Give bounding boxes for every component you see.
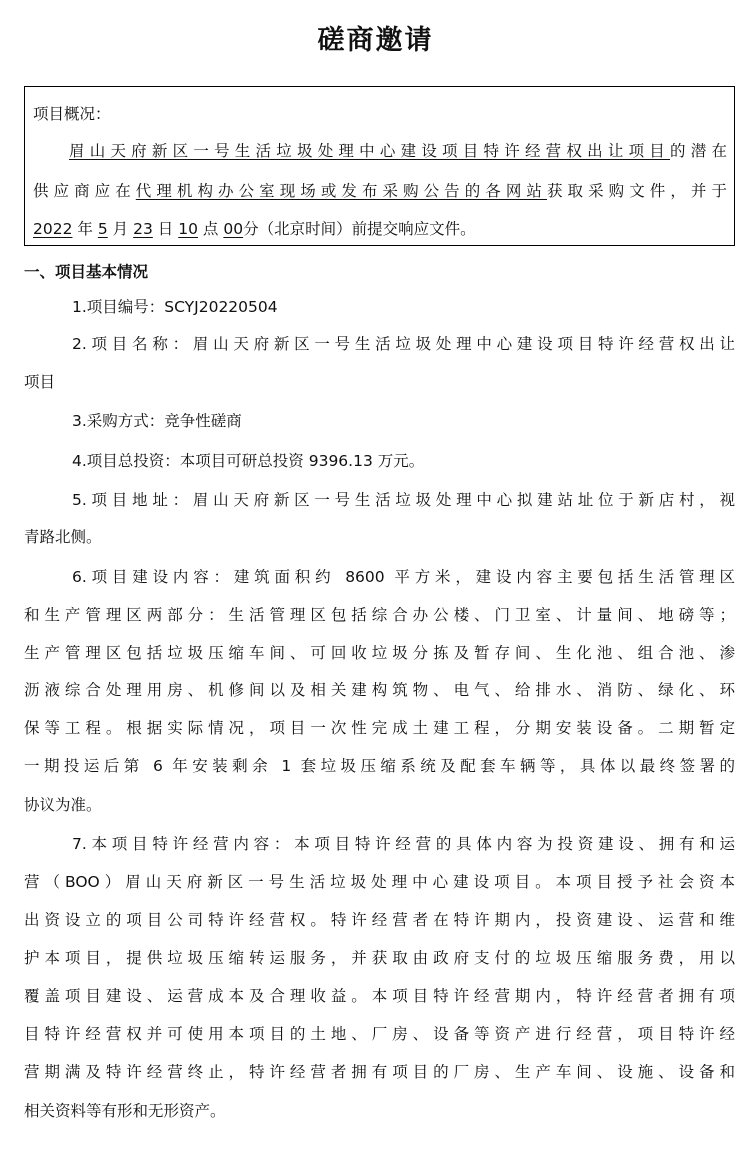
item-3-method: 3.采购方式：竞争性磋商	[72, 412, 242, 430]
item-6-line-5: 保等工程。根据实际情况，项目一次性完成土建工程，分期安装设备。二期暂定	[24, 719, 735, 737]
item-2-name: 2.项目名称：眉山天府新区一号生活垃圾处理中心建设项目特许经营权出让	[72, 335, 735, 353]
item-7-franchise: 7.本项目特许经营内容：本项目特许经营的具体内容为投资建设、拥有和运	[72, 835, 735, 853]
overview-box	[24, 86, 735, 246]
overview-line-2: 供应商应在代理机构办公室现场或发布采购公告的各网站获取采购文件，并于	[33, 182, 727, 200]
item-7-line-4: 护本项目，提供垃圾压缩转运服务，并获取由政府支付的垃圾压缩服务费，用以	[24, 949, 735, 967]
section-heading: 一、项目基本情况	[24, 263, 149, 281]
deadline-minute: 00	[223, 220, 244, 238]
item-6-content: 6.项目建设内容：建筑面积约 8600 平方米，建设内容主要包括生活管理区	[72, 568, 735, 586]
project-name-underlined: 眉山天府新区一号生活垃圾处理中心建设项目特许经营权出让项目	[69, 142, 671, 160]
item-7-line-2: 营（BOO）眉山天府新区一号生活垃圾处理中心建设项目。本项目授予社会资本	[24, 873, 735, 891]
item-7-line-7: 营期满及特许经营终止，特许经营者拥有项目的厂房、生产车间、设施、设备和	[24, 1063, 735, 1081]
item-6-line-6: 一期投运后第 6 年安装剩余 1 套垃圾压缩系统及配套车辆等，具体以最终签署的	[24, 757, 735, 775]
deadline-hour: 10	[178, 220, 198, 238]
pickup-place-underlined: 代理机构办公室现场或发布采购公告的各网站	[135, 182, 547, 200]
item-6-line-7: 协议为准。	[24, 796, 102, 814]
item-1-number: 1.项目编号：SCYJ20220504	[72, 298, 278, 316]
item-7-line-5: 覆盖项目建设、运营成本及合理收益。本项目特许经营期内，特许经营者拥有项	[24, 987, 735, 1005]
item-6-line-4: 沥液综合处理用房、机修间以及相关建构筑物、电气、给排水、消防、绿化、环	[24, 681, 735, 699]
item-7-line-8: 相关资料等有形和无形资产。	[24, 1102, 226, 1120]
item-5-address: 5.项目地址：眉山天府新区一号生活垃圾处理中心拟建站址位于新店村，视	[72, 491, 735, 509]
item-4-investment: 4.项目总投资：本项目可研总投资 9396.13 万元。	[72, 452, 425, 470]
item-2-name-cont: 项目	[24, 373, 56, 391]
item-5-address-cont: 青路北侧。	[24, 528, 102, 546]
page-title: 磋商邀请	[317, 25, 434, 56]
item-6-line-2: 和生产管理区两部分：生活管理区包括综合办公楼、门卫室、计量间、地磅等；	[24, 606, 735, 624]
deadline-year: 2022	[33, 220, 73, 238]
overview-label: 项目概况：	[33, 105, 111, 123]
item-6-line-3: 生产管理区包括垃圾压缩车间、可回收垃圾分拣及暂存间、生化池、组合池、渗	[24, 644, 735, 662]
deadline-day: 23	[133, 220, 153, 238]
item-7-line-6: 目特许经营权并可使用本项目的土地、厂房、设备等资产进行经营，项目特许经	[24, 1025, 735, 1043]
item-7-line-3: 出资设立的项目公司特许经营权。特许经营者在特许期内，投资建设、运营和维	[24, 911, 735, 929]
overview-line-3: 2022 年 5 月 23 日 10 点 00分（北京时间）前提交响应文件。	[33, 220, 476, 238]
deadline-month: 5	[97, 220, 108, 238]
overview-line-1: 眉山天府新区一号生活垃圾处理中心建设项目特许经营权出让项目的潜在	[69, 142, 727, 160]
